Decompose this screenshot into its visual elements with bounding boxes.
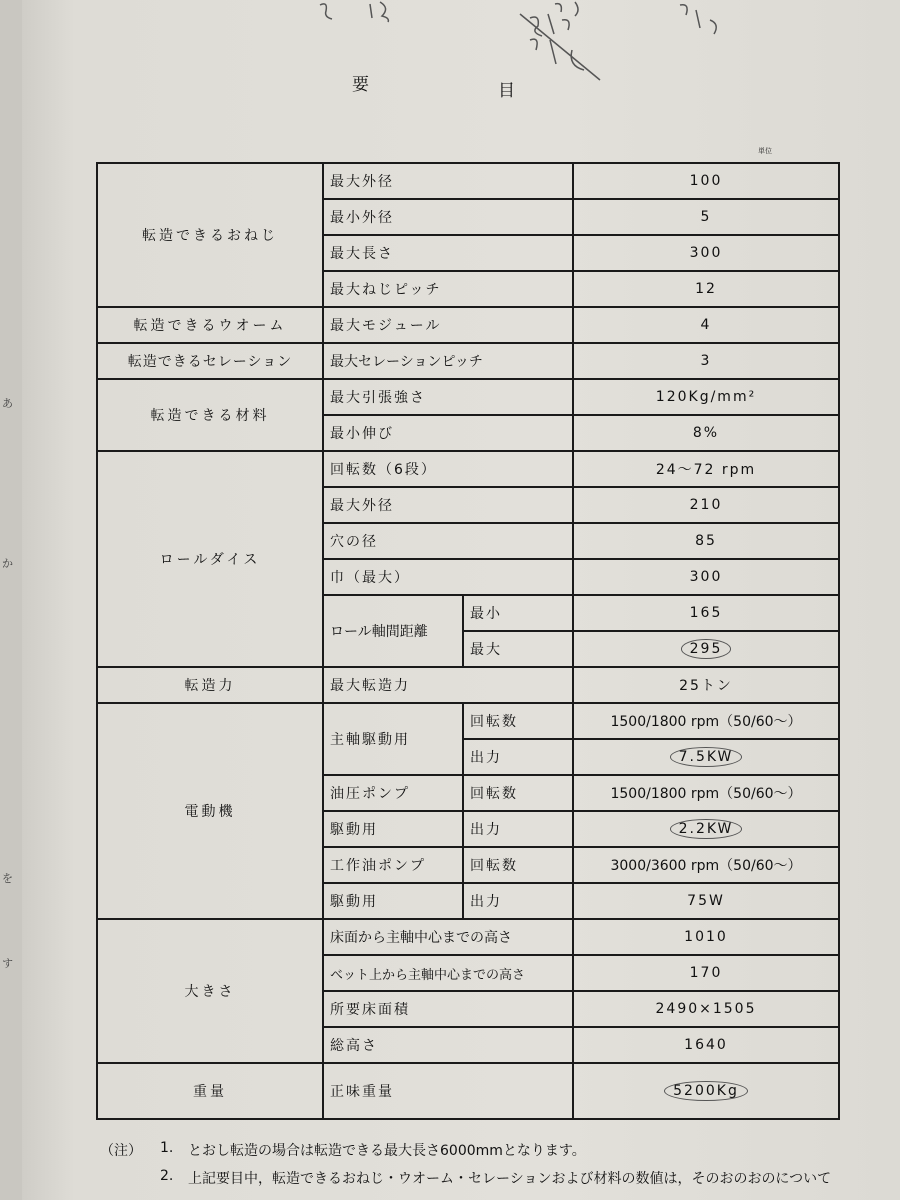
value-cell: 2490×1505	[573, 991, 839, 1027]
value-cell	[573, 739, 839, 775]
value-cell: 75W	[573, 883, 839, 919]
margin-char: か	[2, 557, 13, 570]
margin-char: あ	[2, 397, 13, 410]
value-cell: 25トン	[573, 667, 839, 703]
value-cell: 1500/1800 rpm（50/60〜）	[573, 775, 839, 811]
item-cell: 工作油ポンプ	[323, 847, 463, 883]
item-cell: ロール軸間距離	[323, 595, 463, 667]
document-title-left: 要	[352, 75, 371, 95]
document-title-right: 目	[498, 81, 517, 101]
note-number: 1.	[160, 1140, 174, 1156]
item-cell: 床面から主軸中心までの高さ	[323, 919, 573, 955]
sub-item-cell: 出力	[463, 811, 573, 847]
value-cell: 165	[573, 595, 839, 631]
category-cell: 転造できるセレーション	[97, 343, 323, 379]
item-cell: 駆動用	[323, 811, 463, 847]
table-row	[97, 307, 839, 343]
value-cell: 3000/3600 rpm（50/60〜）	[573, 847, 839, 883]
item-cell: 穴の径	[323, 523, 573, 559]
table-row	[97, 451, 839, 487]
circled-value: 5200Kg	[664, 1081, 748, 1101]
unit-label: 単位	[758, 147, 772, 155]
table-row	[97, 343, 839, 379]
item-cell: 巾（最大）	[323, 559, 573, 595]
circled-value: 295	[681, 639, 732, 659]
value-cell: 1640	[573, 1027, 839, 1063]
value-cell: 210	[573, 487, 839, 523]
table-row	[97, 163, 839, 199]
table-row	[97, 1063, 839, 1119]
item-cell: 最小外径	[323, 199, 573, 235]
item-cell: 回転数（6段）	[323, 451, 573, 487]
item-cell: 所要床面積	[323, 991, 573, 1027]
item-cell: 主軸駆動用	[323, 703, 463, 775]
category-cell: ロールダイス	[97, 451, 323, 667]
item-cell: 最大セレーションピッチ	[323, 343, 573, 379]
circled-value: 7.5KW	[670, 747, 743, 767]
item-cell: ベット上から主軸中心までの高さ	[323, 955, 573, 991]
margin-char: を	[2, 872, 13, 885]
note-text: 上記要目中，転造できるおねじ・ウオーム・セレーションおよび材料の数値は，そのおのおのについて	[188, 1171, 832, 1187]
note-text: とおし転造の場合は転造できる最大長さ6000mmとなります。	[188, 1143, 586, 1159]
table-row	[97, 919, 839, 955]
item-cell: 総高さ	[323, 1027, 573, 1063]
category-cell: 転造できるおねじ	[97, 163, 323, 307]
notes-heading: （注）	[100, 1143, 142, 1159]
sub-item-cell: 出力	[463, 739, 573, 775]
table-row	[97, 703, 839, 739]
value-cell: 12	[573, 271, 839, 307]
value-cell: 3	[573, 343, 839, 379]
value-cell: 300	[573, 235, 839, 271]
value-cell	[573, 631, 839, 667]
item-cell: 最大長さ	[323, 235, 573, 271]
value-cell: 120Kg/mm²	[573, 379, 839, 415]
value-cell: 85	[573, 523, 839, 559]
category-cell: 大きさ	[97, 919, 323, 1063]
note-item	[100, 1168, 880, 1196]
sub-item-cell: 回転数	[463, 847, 573, 883]
sub-item-cell: 回転数	[463, 703, 573, 739]
item-cell: 最大外径	[323, 163, 573, 199]
value-cell	[573, 811, 839, 847]
item-cell: 油圧ポンプ	[323, 775, 463, 811]
sub-item-cell: 出力	[463, 883, 573, 919]
category-cell: 転造できる材料	[97, 379, 323, 451]
value-cell: 1500/1800 rpm（50/60〜）	[573, 703, 839, 739]
item-cell: 最大モジュール	[323, 307, 573, 343]
item-cell: 正味重量	[323, 1063, 573, 1119]
value-cell: 300	[573, 559, 839, 595]
category-cell: 電動機	[97, 703, 323, 919]
table-row	[97, 379, 839, 415]
note-item	[100, 1140, 880, 1168]
notes-section	[100, 1140, 880, 1196]
specifications-table	[96, 162, 840, 1120]
value-cell: 24～72 rpm	[573, 451, 839, 487]
value-cell: 1010	[573, 919, 839, 955]
table-row	[97, 667, 839, 703]
value-cell	[573, 1063, 839, 1119]
value-cell: 100	[573, 163, 839, 199]
circled-value: 2.2KW	[670, 819, 743, 839]
value-cell: 170	[573, 955, 839, 991]
page-edge	[0, 0, 22, 1200]
sub-item-cell: 最小	[463, 595, 573, 631]
value-cell: 5	[573, 199, 839, 235]
item-cell: 最大転造力	[323, 667, 573, 703]
category-cell: 転造できるウオーム	[97, 307, 323, 343]
item-cell: 最大ねじピッチ	[323, 271, 573, 307]
category-cell: 重量	[97, 1063, 323, 1119]
margin-char: す	[2, 957, 13, 970]
note-number: 2.	[160, 1168, 174, 1184]
value-cell: 8%	[573, 415, 839, 451]
item-cell: 最大引張強さ	[323, 379, 573, 415]
category-cell: 転造力	[97, 667, 323, 703]
sub-item-cell: 最大	[463, 631, 573, 667]
value-cell: 4	[573, 307, 839, 343]
item-cell: 最大外径	[323, 487, 573, 523]
sub-item-cell: 回転数	[463, 775, 573, 811]
item-cell: 最小伸び	[323, 415, 573, 451]
item-cell: 駆動用	[323, 883, 463, 919]
